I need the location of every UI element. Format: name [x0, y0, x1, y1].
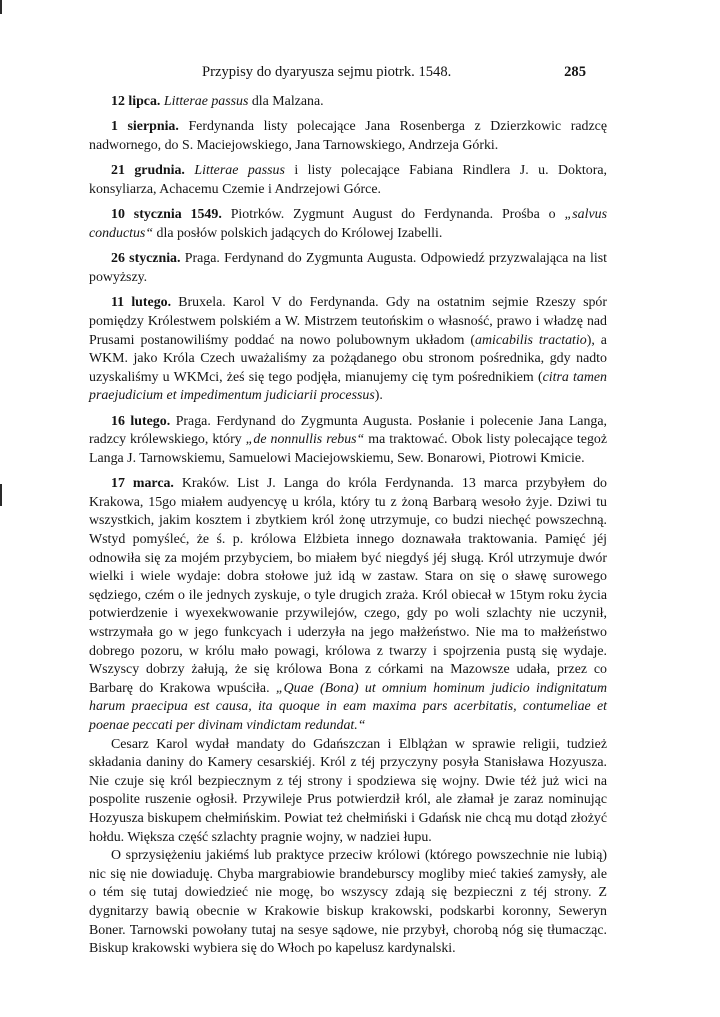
latin-phrase: amicabilis tractatio: [475, 332, 587, 348]
entry-text-cont: ma traktować. Obok listy polecające tegoż Langa J. Tarnowskiemu, Samuelowi Maciejowskiemu, Sew. Bonarowi, Piotrowi Kmicie.: [89, 432, 607, 466]
entry-10-stycznia: [89, 206, 607, 243]
running-title: Przypisy do dyaryusza sejmu piotrk. 1548.: [202, 64, 452, 80]
paragraph: Cesarz Karol wydał mandaty do Gdańszczan i Elblążan w sprawie religii, tudzież składania daniny do Kamery cesarskiéj. Król z téj przyczyny posyła Stanisława Hozyusza. Nie czuje się król bezpiecznym z téj strony i spodziewa się wojny. Dwie téż już wici na pospolite ruszenie ogłosił. Przywileje Prus potwierdził król, ale złamał je zaraz nominując Hozyusza biskupem chełmińskim. Powiat też chełmiński i Gdańsk nie chcą mu dotąd złożyć hołdu. Większa część szlachty pragnie wojny, w nadziei łupu.: [89, 736, 607, 845]
entry-11-lutego: [89, 294, 607, 406]
entry-text: Piotrków. Zygmunt August do Ferdynanda. Prośba o: [221, 207, 565, 223]
entry-date: 12 lipca.: [111, 94, 161, 109]
entry-text: Ferdynanda listy polecające Jana Rosenberga z Dzierzkowic radzcę nadwornego, do S. Maciejowskiego, Jana Tarnowskiego, Andrzeja Górki.: [89, 119, 607, 153]
latin-phrase: Litterae passus: [163, 94, 249, 109]
entry-1-sierpnia: [89, 118, 607, 155]
entry-text: i listy polecające Fabiana Rindlera J. u. Doktora, konsyliarza, Achacemu Czemie i Andrzejowi Górce.: [89, 163, 607, 197]
latin-phrase: Litterae passus: [184, 163, 285, 179]
page-number: 285: [564, 64, 586, 80]
entry-text: Praga. Ferdynand do Zygmunta Augusta. Odpowiedź przyzwalająca na list powyższy.: [89, 251, 607, 285]
entry-17-marca: [89, 475, 607, 735]
entry-text-cont: ), a WKM. jako Króla Czech uważaliśmy za pożądanego obu stronom pośrednika, gdy nadto uzyskaliśmy u WKMci, żeś się tego podjęła, mianujemy cię tym pośrednikiem (: [89, 332, 607, 385]
entry-21-grudnia: [89, 162, 607, 199]
entry-text-end: ).: [374, 388, 383, 404]
entry-date: 26 stycznia.: [111, 251, 181, 267]
entry-16-lutego: [89, 413, 607, 469]
entry-date: 17 marca.: [111, 476, 174, 492]
running-header: [190, 62, 586, 82]
latin-phrase: „de nonnullis rebus“: [245, 432, 365, 448]
entry-date: 10 stycznia 1549.: [111, 207, 222, 223]
entry-text: Bruxela. Karol V do Ferdynanda. Gdy na ostatnim sejmie Rzeszy spór pomiędzy Królestwem polskiém a W. Mistrzem teutońskim o własność, prawo i władzę nad Prusami postanowiliśmy poddać na nowo polubownym układom (: [89, 295, 608, 348]
entry-date: 1 sierpnia.: [111, 119, 179, 135]
latin-phrase: citra tamen praejudicium et impedimentum judiciarii processus: [89, 369, 608, 404]
latin-quotation: „Quae (Bona) ut omnium hominum judicio indignitatum harum praecipua est causa, ita quoque in eam maxima pars acerbitatis, contumeliae et poenae peccati per divinam vindictam redundat.“: [89, 680, 607, 733]
paragraph: O sprzysiężeniu jakiémś lub praktyce przeciw królowi (którego powszechnie nie lubią) nic się nie dowiaduję. Chyba margrabiowie brandeburscy mogliby mieć takieś zamysły, ale o tém się tutaj dowiedzieć nie mogę, bo wszyscy zdają się bezpieczni z téj strony. Z dygnitarzy bawią obecnie w Krakowie biskup krakowski, podskarbi koronny, Seweryn Boner. Tarnowski powołany tutaj na sesye sądowe, nie przybył, chorobą nóg się tłumacząc. Biskup krakowski wybiera się do Włoch po kapelusz kardynalski.: [89, 848, 607, 957]
entry-26-stycznia: [89, 250, 607, 287]
margin-mark-top: [0, 0, 2, 14]
entry-text: Kraków. List J. Langa do króla Ferdynanda. 13 marca przybyłem do Krakowa, 15go miałem audyencyę u króla, który tu z żoną Barbarą wesoło żyje. Dziwi tu wszystkich, jakim kosztem i zbytkiem król żonę utrzymuje, co budzi niechęć powszechną. Wstyd pomyśleć, że ś. p. królowa Elżbieta innego doznawała traktowania. Pamięć jéj odnowiła się za mojém przybyciem, bo miałem być niegdyś jéj sługą. Król utrzymuje dwór wielki i wiele wydaje: dobra stołowe już idą w zastaw. Stara on się o sławę surowego sędziego, czém o ile jednych zyskuje, o tyle drugich zraża. Król obiecał w 15tym roku życia potwierdzenie i wyexekwowanie przywilejów, czego, gdy po woli szlachty nie uczynił, wstrzymała go w jego funkcyach i uderzyła na jego małżeństwo. Nie ma to małżeństwo dobrego pozoru, w królu mało powagi, królowa z twarzy i spojrzenia pustą się wydaje. Wszyscy dobrzy żałują, że się królowa Bona z córkami na Mazowsze udała, przez co Barbarę do Krakowa wpuściła.: [89, 476, 607, 696]
entry-date: 11 lutego.: [111, 295, 172, 311]
latin-phrase: „salvus conductus“: [89, 207, 607, 241]
entry-text: Praga. Ferdynand do Zygmunta Augusta. Posłanie i polecenie Jana Langa, radzcy królewskiego, który: [89, 413, 607, 448]
footnote-text: [89, 93, 607, 959]
entry-text-cont: dla posłów polskich jadących do Królowej Izabelli.: [153, 225, 443, 241]
entry-date: 16 lutego.: [111, 413, 171, 429]
entry-12-lipca: [89, 93, 607, 112]
entry-date: 21 grudnia.: [111, 163, 185, 179]
margin-mark-middle: [0, 484, 2, 506]
entry-text: dla Malzana.: [248, 94, 324, 109]
